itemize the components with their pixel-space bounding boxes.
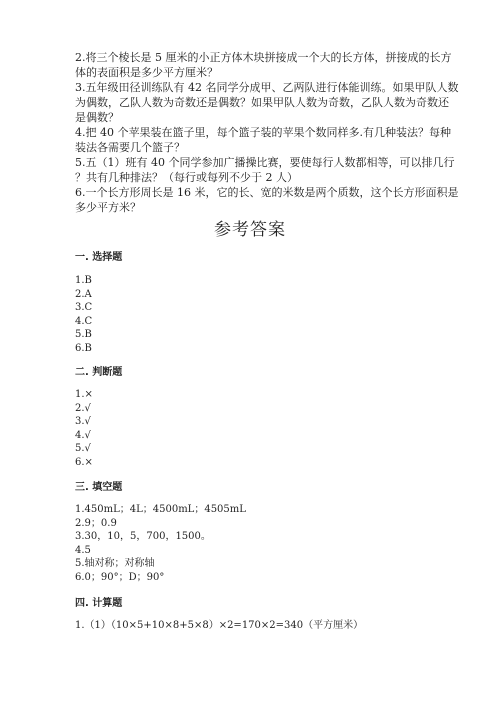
question-line: 多少平方米？ [75, 201, 141, 214]
answer-item: 3.30，10，5，700，1500。 [75, 531, 211, 542]
answer-item: 6.B [75, 342, 92, 354]
answer-item: 4.C [75, 315, 93, 327]
question-line: 为偶数，乙队人数为奇数还是偶数？如果甲队人数为奇数，乙队人数为奇数还 [75, 96, 449, 109]
answer-key-title: 参考答案 [214, 220, 286, 240]
question-line: 装法各需要几个篮子？ [75, 141, 185, 154]
section-heading-fill-blank: 三. 填空题 [75, 482, 123, 493]
answer-item: 1.450mL；4L；4500mL；4505mL [75, 504, 246, 515]
question-line: 3.五年级田径训练队有 42 名同学分成甲、乙两队进行体能训练。如果甲队人数 [75, 81, 459, 94]
section-heading-calculation: 四. 计算题 [75, 598, 123, 609]
question-line: 5.五（1）班有 40 个同学参加广播操比赛，要使每行人数都相等，可以排几行 [75, 156, 455, 169]
answer-item: 3.C [75, 302, 93, 313]
section-heading-choice: 一. 选择题 [75, 252, 123, 263]
answer-item: 4.√ [75, 429, 91, 441]
answer-list-calculation [75, 619, 363, 633]
question-block [75, 50, 459, 215]
answer-item: 5.B [75, 329, 92, 340]
answer-item: 6.× [75, 456, 93, 468]
question-line: 4.把 40 个苹果装在篮子里，每个篮子装的苹果个数同样多.有几种装法？每种 [75, 126, 451, 139]
question-line: 是偶数？ [75, 111, 119, 124]
question-line: 2.将三个棱长是 5 厘米的小正方体木块拼接成一个大的长方体，拼接成的长方 [75, 51, 452, 64]
question-line: 6.一个长方形周长是 16 米，它的长、宽的米数是两个质数，这个长方形面积是 [75, 186, 459, 199]
answer-item: 4.5 [75, 544, 91, 556]
answer-list-judgement [75, 388, 93, 469]
question-line: 体的表面积是多少平方厘米？ [75, 66, 218, 79]
answer-item: 5.√ [75, 443, 91, 454]
answer-item: 5.轴对称；对称轴 [75, 558, 155, 569]
section-heading-judgement: 二. 判断题 [75, 367, 123, 378]
answer-item: 6.0；90°；D；90° [75, 571, 165, 583]
answer-item: 1.B [75, 275, 92, 286]
answer-item: 3.√ [75, 416, 91, 427]
answer-list-choice [75, 274, 92, 355]
answer-item: 2.9；0.9 [75, 517, 117, 529]
question-line: ？共有几种排法？（每行或每列不少于 2 人） [75, 171, 298, 184]
answer-item: 1.（1）（10×5+10×8+5×8）×2=170×2=340（平方厘米） [75, 620, 364, 631]
answer-list-fill-blank [75, 503, 246, 584]
answer-item: 2.A [75, 288, 92, 300]
answer-item: 1.× [75, 389, 93, 400]
answer-item: 2.√ [75, 402, 91, 414]
